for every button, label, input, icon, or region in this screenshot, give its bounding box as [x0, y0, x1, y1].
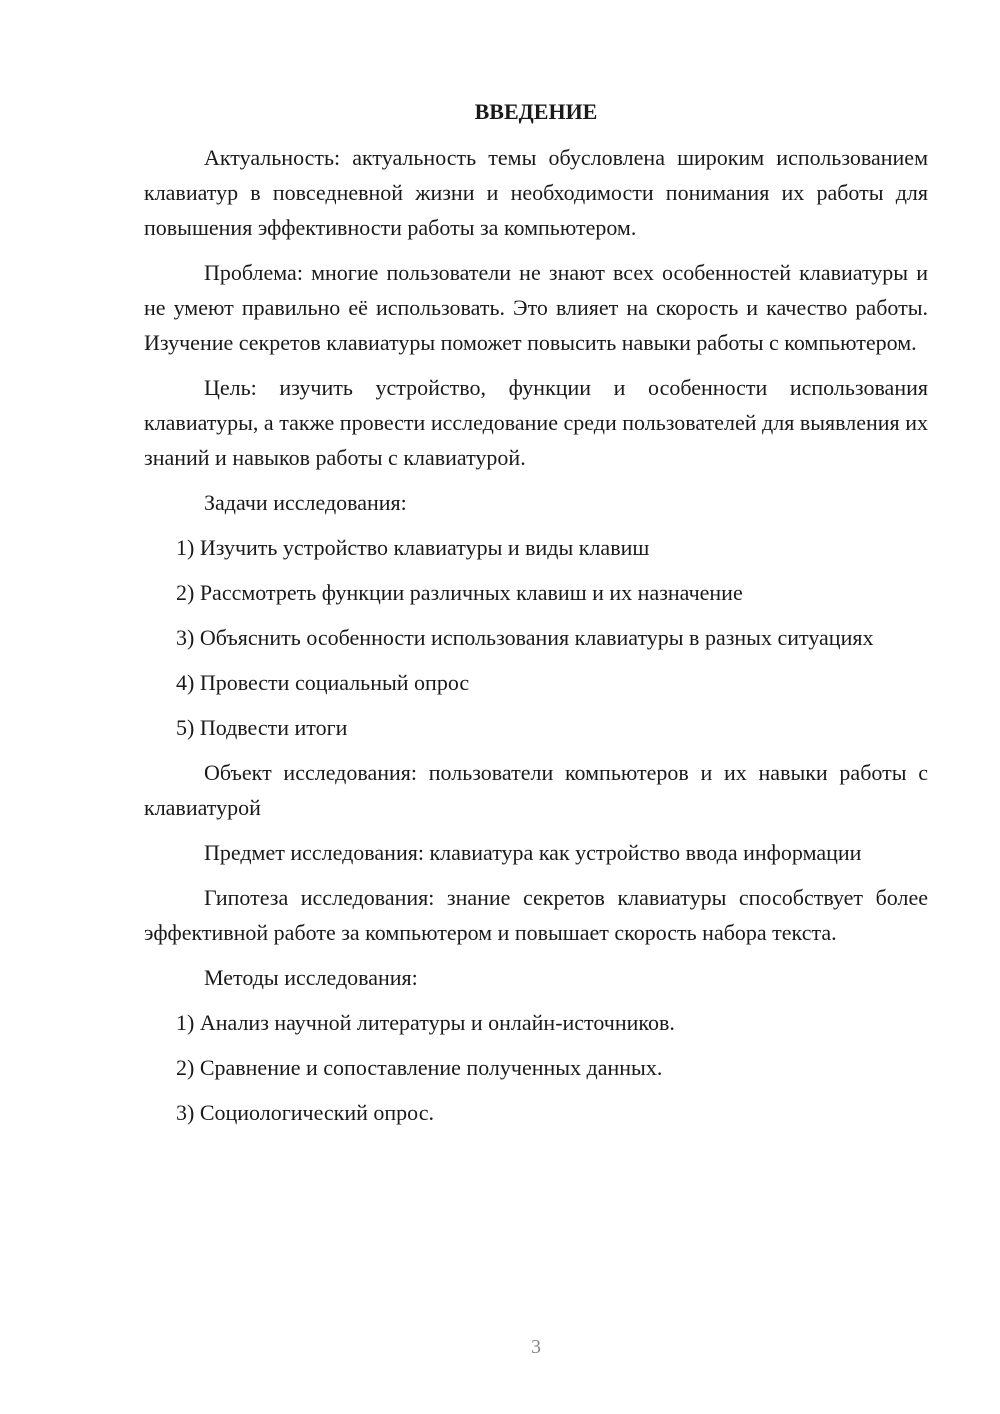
tasks-list — [144, 530, 928, 745]
list-item: 2) Рассмотреть функции различных клавиш и их назначение — [176, 580, 743, 605]
paragraph-relevance: Актуальность: актуальность темы обусловлена широким использованием клавиатур в повседневной жизни и необходимости понимания их работы для повышения эффективности работы за компьютером. — [144, 145, 928, 240]
list-item: 5) Подвести итоги — [176, 715, 348, 740]
paragraph-tasks-title: Задачи исследования: — [204, 490, 407, 515]
page-title: ВВЕДЕНИЕ — [474, 99, 598, 124]
page-content — [144, 96, 928, 1140]
paragraph-object: Объект исследования: пользователи компьютеров и их навыки работы с клавиатурой — [144, 760, 928, 820]
list-item: 1) Анализ научной литературы и онлайн-источников. — [176, 1010, 675, 1035]
list-item: 4) Провести социальный опрос — [176, 670, 470, 695]
list-item: 3) Социологический опрос. — [176, 1100, 434, 1125]
paragraph-goal: Цель: изучить устройство, функции и особенности использования клавиатуры, а также провести исследование среди пользователей для выявления их знаний и навыков работы с клавиатурой. — [144, 375, 928, 470]
paragraph-subject: Предмет исследования: клавиатура как устройство ввода информации — [204, 840, 862, 865]
page-number: 3 — [531, 1336, 541, 1358]
paragraph-hypothesis: Гипотеза исследования: знание секретов клавиатуры способствует более эффективной работе за компьютером и повышает скорость набора текста. — [144, 885, 928, 945]
paragraph-problem: Проблема: многие пользователи не знают всех особенностей клавиатуры и не умеют правильно её использовать. Это влияет на скорость и качество работы. Изучение секретов клавиатуры поможет повысить навыки работы с компьютером. — [144, 260, 928, 355]
paragraph-methods-title: Методы исследования: — [204, 965, 418, 990]
methods-list — [144, 1005, 928, 1130]
list-item: 1) Изучить устройство клавиатуры и виды клавиш — [176, 535, 650, 560]
list-item: 2) Сравнение и сопоставление полученных данных. — [176, 1055, 663, 1080]
list-item: 3) Объяснить особенности использования клавиатуры в разных ситуациях — [176, 625, 874, 650]
